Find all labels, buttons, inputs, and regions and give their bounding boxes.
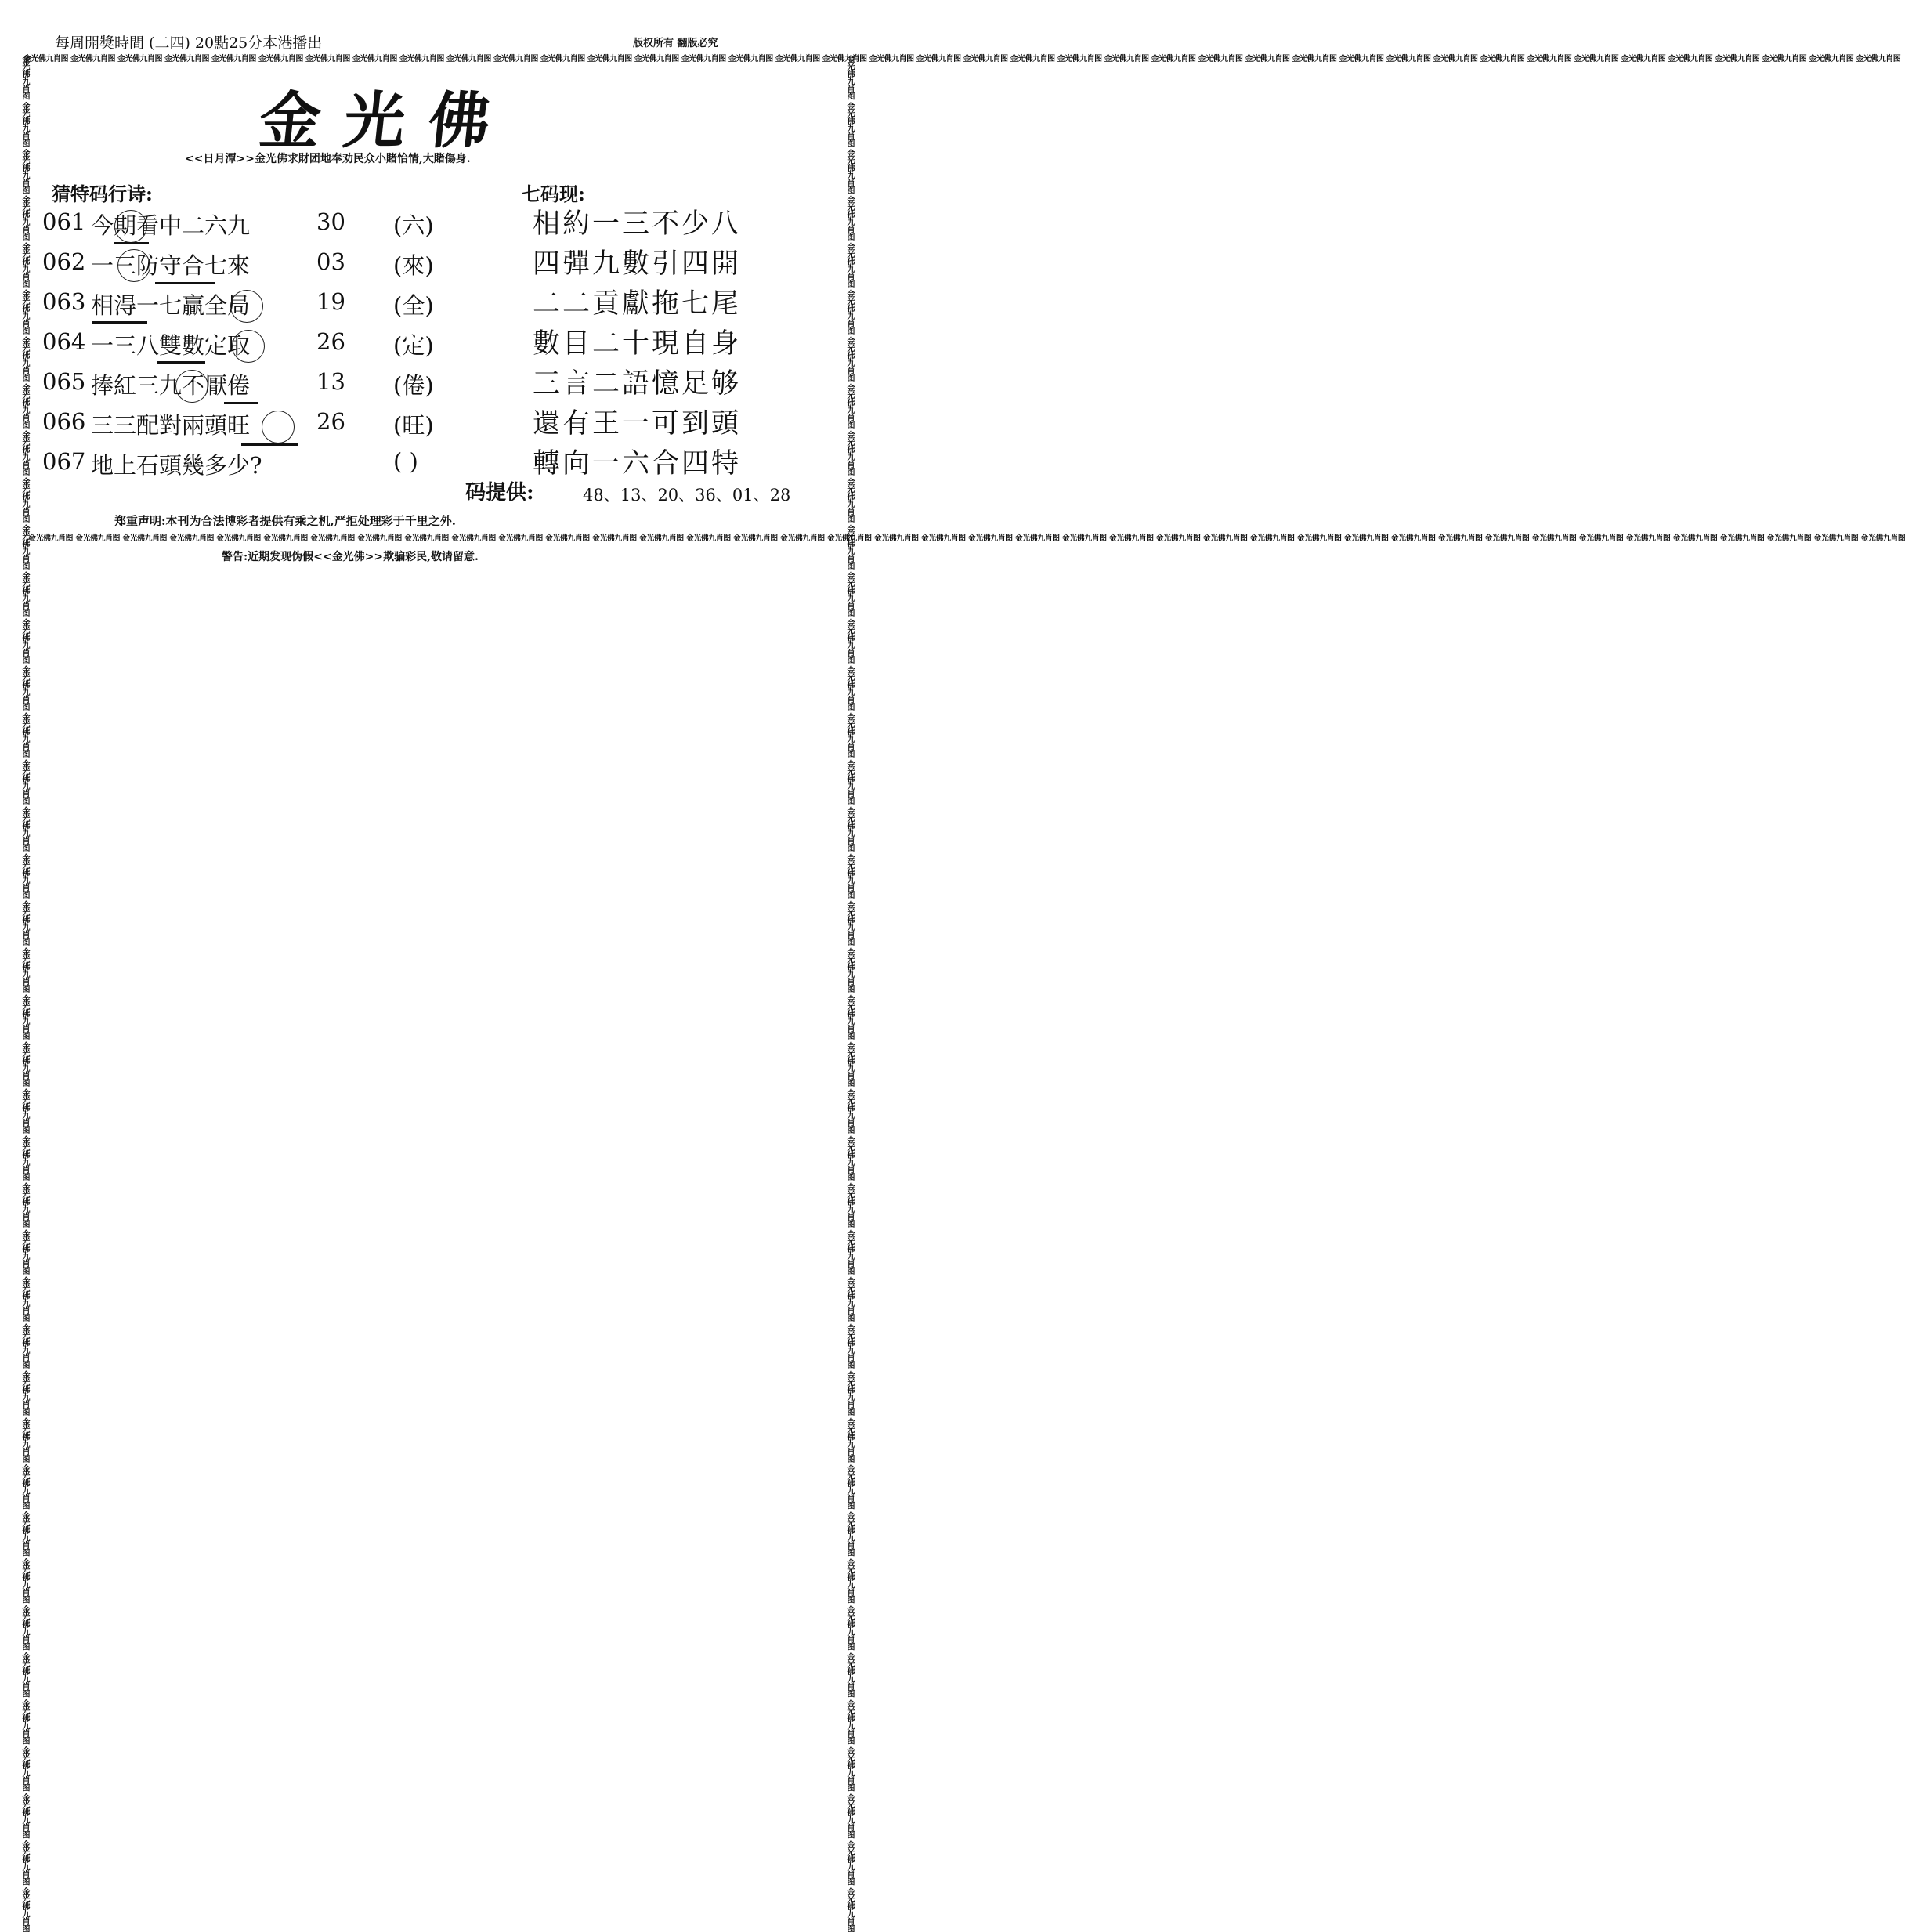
circle-mark — [114, 210, 147, 243]
subtitle: <<日月潭>>金光佛求財团地奉劝民众小賭怡情,大賭傷身. — [185, 153, 471, 165]
seven-code-line: 三言二語憶足够 — [533, 368, 742, 400]
codes-label: 码提供: — [465, 481, 534, 505]
border-left: 金光佛九肖图 金光佛九肖图 金光佛九肖图 金光佛九肖图 金光佛九肖图 金光佛九肖图 金光佛九肖图 金光佛九肖图 金光佛九肖图 金光佛九肖图 金光佛九肖图 金光佛九肖图 金光佛九肖图 金光佛九肖图 金光佛九肖图 金光佛九肖图 金光佛九肖图 金光佛九肖图 金光佛九肖图 金光佛九肖图 金光佛九肖图 金光佛九肖图 金光佛九肖图 金光佛九肖图 金光佛九肖图 金光佛九肖图 金光佛九肖图 金光佛九肖图 金光佛九肖图 金光佛九肖图 金光佛九肖图 金光佛九肖图 金光佛九肖图 金光佛九肖图 金光佛九肖图 金光佛九肖图 金光佛九肖图 金光佛九肖图 金光佛九肖图 金光佛九肖图 — [20, 55, 29, 1932]
seven-code-line: 數目二十現自身 — [533, 328, 742, 360]
codes-value: 48、13、20、36、01、28 — [583, 486, 791, 505]
copyright-notice: 版权所有 翻版必究 — [633, 38, 718, 49]
poem-row — [42, 368, 481, 404]
poem-row-text: 一三防守合七來 — [91, 252, 251, 279]
border-bottom: 金光佛九肖图 金光佛九肖图 金光佛九肖图 金光佛九肖图 金光佛九肖图 金光佛九肖图 金光佛九肖图 金光佛九肖图 金光佛九肖图 金光佛九肖图 金光佛九肖图 金光佛九肖图 金光佛九肖图 金光佛九肖图 金光佛九肖图 金光佛九肖图 金光佛九肖图 金光佛九肖图 金光佛九肖图 金光佛九肖图 金光佛九肖图 金光佛九肖图 金光佛九肖图 金光佛九肖图 金光佛九肖图 金光佛九肖图 金光佛九肖图 金光佛九肖图 金光佛九肖图 金光佛九肖图 金光佛九肖图 金光佛九肖图 金光佛九肖图 金光佛九肖图 金光佛九肖图 金光佛九肖图 金光佛九肖图 金光佛九肖图 金光佛九肖图 金光佛九肖图 — [28, 534, 1905, 543]
circle-mark — [117, 249, 150, 282]
disclaimer: 郑重声明:本刊为合法博彩者提供有乘之机,严拒处理彩于千里之外. — [114, 514, 456, 528]
circle-mark — [230, 290, 263, 323]
poem-row-number: 066 — [42, 408, 86, 435]
seven-code-heading: 七码现: — [522, 183, 585, 205]
underline-mark — [224, 402, 258, 404]
underline-mark — [155, 282, 215, 284]
underline-mark — [241, 443, 298, 446]
poem-heading: 猜特码行诗: — [52, 183, 153, 205]
underline-mark — [92, 321, 147, 324]
seven-code-line: 二二貢獻拖七尾 — [533, 288, 742, 320]
poem-row-number: 065 — [42, 368, 86, 395]
circle-mark — [262, 411, 295, 443]
poem-row — [42, 248, 481, 284]
poem-row-code: 13 — [316, 368, 345, 395]
poem-row-code: 19 — [316, 288, 345, 315]
circle-mark — [175, 370, 208, 403]
poem-row-code: 03 — [316, 248, 345, 275]
poem-row-text: 一三八雙數定取 — [91, 332, 251, 359]
poem-row-text: 地上石頭幾多少? — [91, 452, 262, 479]
poem-row-number: 062 — [42, 248, 86, 275]
poem-row-answer: (定) — [393, 332, 434, 359]
poem-row-text: 三三配對兩頭旺 — [91, 412, 251, 439]
poem-row-answer: (旺) — [393, 412, 434, 439]
poem-row-answer: (來) — [393, 252, 434, 279]
poem-row-answer: ( ) — [393, 448, 418, 475]
poem-row-code: 30 — [316, 208, 345, 235]
poem-row-number: 067 — [42, 448, 86, 475]
poem-row-text: 今期看中二六九 — [91, 212, 251, 239]
poem-row-text: 捧紅三九不厭倦 — [91, 372, 251, 399]
poem-row — [42, 448, 481, 484]
underline-mark — [157, 361, 205, 364]
poem-row-number: 061 — [42, 208, 86, 235]
border-top: 金光佛九肖图 金光佛九肖图 金光佛九肖图 金光佛九肖图 金光佛九肖图 金光佛九肖图 金光佛九肖图 金光佛九肖图 金光佛九肖图 金光佛九肖图 金光佛九肖图 金光佛九肖图 金光佛九肖图 金光佛九肖图 金光佛九肖图 金光佛九肖图 金光佛九肖图 金光佛九肖图 金光佛九肖图 金光佛九肖图 金光佛九肖图 金光佛九肖图 金光佛九肖图 金光佛九肖图 金光佛九肖图 金光佛九肖图 金光佛九肖图 金光佛九肖图 金光佛九肖图 金光佛九肖图 金光佛九肖图 金光佛九肖图 金光佛九肖图 金光佛九肖图 金光佛九肖图 金光佛九肖图 金光佛九肖图 金光佛九肖图 金光佛九肖图 金光佛九肖图 — [23, 55, 1901, 63]
seven-code-line: 還有王一可到頭 — [533, 408, 742, 440]
draw-schedule: 每周開獎時間 (二四) 20點25分本港播出 — [55, 34, 323, 52]
poem-row-answer: (倦) — [393, 372, 434, 399]
poem-row-number: 063 — [42, 288, 86, 315]
seven-code-line: 四彈九數引四開 — [533, 248, 742, 280]
poem-row-number: 064 — [42, 328, 86, 355]
warning-notice: 警告:近期发现伪假<<金光佛>>欺骗彩民,敬请留意. — [222, 551, 479, 563]
poem-row-code: 26 — [316, 408, 345, 435]
border-right: 金光佛九肖图 金光佛九肖图 金光佛九肖图 金光佛九肖图 金光佛九肖图 金光佛九肖图 金光佛九肖图 金光佛九肖图 金光佛九肖图 金光佛九肖图 金光佛九肖图 金光佛九肖图 金光佛九肖图 金光佛九肖图 金光佛九肖图 金光佛九肖图 金光佛九肖图 金光佛九肖图 金光佛九肖图 金光佛九肖图 金光佛九肖图 金光佛九肖图 金光佛九肖图 金光佛九肖图 金光佛九肖图 金光佛九肖图 金光佛九肖图 金光佛九肖图 金光佛九肖图 金光佛九肖图 金光佛九肖图 金光佛九肖图 金光佛九肖图 金光佛九肖图 金光佛九肖图 金光佛九肖图 金光佛九肖图 金光佛九肖图 金光佛九肖图 金光佛九肖图 — [845, 55, 854, 1932]
circle-mark — [232, 330, 265, 363]
poem-row-code: 26 — [316, 328, 345, 355]
poem-row — [42, 208, 481, 244]
seven-code-line: 相約一三不少八 — [533, 208, 742, 240]
poem-row-text: 相淂一七贏全局 — [91, 292, 251, 319]
poem-row-answer: (六) — [393, 212, 434, 239]
poem-row-answer: (全) — [393, 292, 434, 319]
underline-mark — [114, 242, 149, 244]
seven-code-line: 轉向一六合四特 — [533, 448, 742, 479]
page-title: 金光佛 — [255, 86, 518, 157]
